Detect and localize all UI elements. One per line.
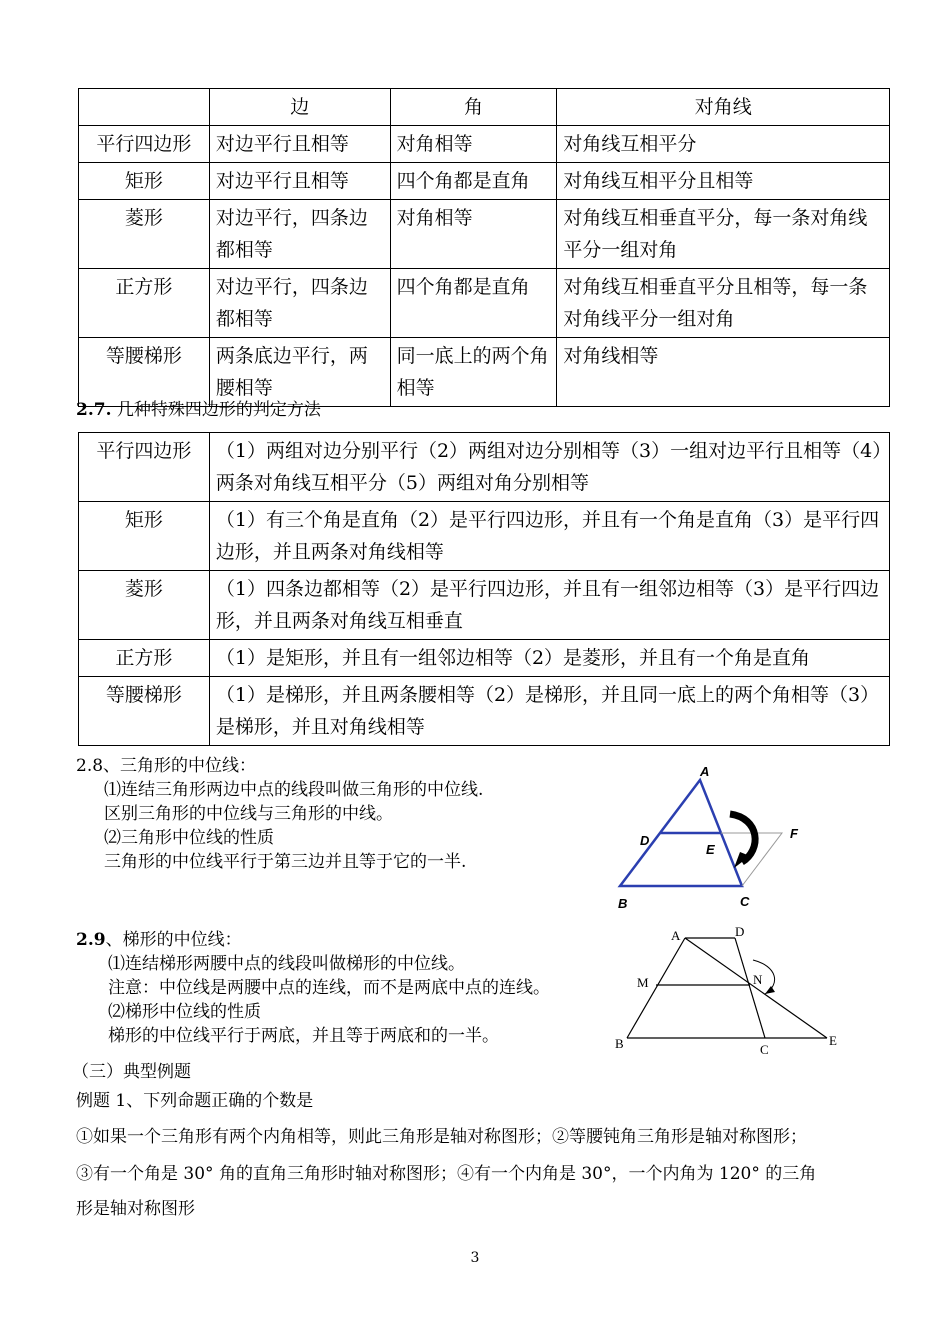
section-title: 几种特殊四边形的判定方法 <box>116 400 321 420</box>
section-2-9-heading <box>76 928 242 952</box>
table-cell: 同一底上的两个角相等 <box>390 338 557 407</box>
row-label: 正方形 <box>79 269 210 338</box>
example-1-title: 例题 1、下列命题正确的个数是 <box>76 1091 314 1111</box>
label-F: F <box>790 826 798 841</box>
row-label: 平行四边形 <box>79 126 210 163</box>
criteria-table <box>78 432 890 746</box>
row-label: 等腰梯形 <box>79 338 210 407</box>
table-cell: 对边平行，四条边都相等 <box>209 269 390 338</box>
table-cell: 对角线互相平分 <box>557 126 890 163</box>
table-cell: 四个角都是直角 <box>390 269 557 338</box>
table-cell: 对角线相等 <box>557 338 890 407</box>
label-C: C <box>740 894 750 909</box>
label-A: A <box>671 928 681 943</box>
table-cell: （1）是矩形，并且有一组邻边相等（2）是菱形，并且有一个角是直角 <box>209 640 889 677</box>
table-header-row <box>79 89 890 126</box>
section-2-8-title: 2.8、三角形的中位线： <box>76 756 257 776</box>
label-E: E <box>706 842 715 857</box>
row-label: 等腰梯形 <box>79 677 210 746</box>
example-1-line: 形是轴对称图形 <box>76 1199 195 1219</box>
text-line: 梯形的中位线平行于两底，并且等于两底和的一半。 <box>108 1026 499 1046</box>
table-cell: （1）四条边都相等（2）是平行四边形，并且有一组邻边相等（3）是平行四边形，并且两条对角线互相垂直 <box>209 571 889 640</box>
table-cell: （1）是梯形，并且两条腰相等（2）是梯形，并且同一底上的两个角相等（3）是梯形，并且对角线相等 <box>209 677 889 746</box>
header-cell: 边 <box>209 89 390 126</box>
label-M: M <box>637 975 649 990</box>
text-line: ⑵梯形中位线的性质 <box>108 1002 261 1022</box>
section-title: 、梯形的中位线： <box>105 930 242 950</box>
row-label: 菱形 <box>79 571 210 640</box>
section-2-7-heading <box>76 398 321 422</box>
table-cell: 对边平行且相等 <box>209 126 390 163</box>
row-label: 菱形 <box>79 200 210 269</box>
table-row <box>79 433 890 502</box>
table-cell: 对边平行且相等 <box>209 163 390 200</box>
table-cell: （1）有三个角是直角（2）是平行四边形，并且有一个角是直角（3）是平行四边形，并且两条对角线相等 <box>209 502 889 571</box>
trapezoid-midline-figure <box>605 920 845 1060</box>
table-cell: 对角相等 <box>390 126 557 163</box>
properties-table <box>78 88 890 407</box>
text-line: ⑴连结三角形两边中点的线段叫做三角形的中位线. <box>104 780 484 800</box>
text-line: 区别三角形的中位线与三角形的中线。 <box>104 804 393 824</box>
header-cell: 角 <box>390 89 557 126</box>
table-cell: 对边平行，四条边都相等 <box>209 200 390 269</box>
page-number: 3 <box>470 1250 480 1266</box>
example-1-line: ①如果一个三角形有两个内角相等，则此三角形是轴对称图形；②等腰钝角三角形是轴对称图形； <box>76 1127 807 1147</box>
section-number: 2.7. <box>76 400 112 420</box>
label-B: B <box>615 1036 624 1051</box>
header-cell: 对角线 <box>557 89 890 126</box>
text-line: 注意：中位线是两腰中点的连线，而不是两底中点的连线。 <box>108 978 550 998</box>
table-cell: 对角相等 <box>390 200 557 269</box>
header-cell <box>79 89 210 126</box>
label-D: D <box>735 924 745 939</box>
example-1-line: ③有一个角是 30° 角的直角三角形时轴对称图形；④有一个内角是 30°，一个内角为 120° 的三角 <box>76 1164 817 1184</box>
label-B: B <box>618 896 628 911</box>
table-cell: 对角线互相垂直平分，每一条对角线平分一组对角 <box>557 200 890 269</box>
table-row <box>79 338 890 407</box>
table-cell: 对角线互相垂直平分且相等，每一条对角线平分一组对角 <box>557 269 890 338</box>
table-row <box>79 571 890 640</box>
table-cell: 对角线互相平分且相等 <box>557 163 890 200</box>
table-row <box>79 163 890 200</box>
text-line: 三角形的中位线平行于第三边并且等于它的一半. <box>104 852 467 872</box>
table-row <box>79 200 890 269</box>
section-3-title: （三）典型例题 <box>72 1062 191 1082</box>
row-label: 矩形 <box>79 502 210 571</box>
table-row <box>79 502 890 571</box>
section-2-9-body <box>108 952 550 1048</box>
triangle-midline-figure <box>600 762 800 912</box>
text-line: ⑴连结梯形两腰中点的线段叫做梯形的中位线。 <box>108 954 465 974</box>
row-label: 正方形 <box>79 640 210 677</box>
row-label: 矩形 <box>79 163 210 200</box>
table-row <box>79 677 890 746</box>
table-cell: （1）两组对边分别平行（2）两组对边分别相等（3）一组对边平行且相等（4）两条对角线互相平分（5）两组对角分别相等 <box>209 433 889 502</box>
label-C: C <box>760 1042 769 1057</box>
section-number: 2.9 <box>76 930 106 950</box>
table-row <box>79 269 890 338</box>
label-E: E <box>829 1033 837 1048</box>
table-row <box>79 126 890 163</box>
table-row <box>79 640 890 677</box>
row-label: 平行四边形 <box>79 433 210 502</box>
text-line: ⑵三角形中位线的性质 <box>104 828 274 848</box>
label-N: N <box>753 972 763 987</box>
table-cell: 两条底边平行，两腰相等 <box>209 338 390 407</box>
table-cell: 四个角都是直角 <box>390 163 557 200</box>
section-2-8-body <box>104 778 483 874</box>
label-D: D <box>640 833 650 848</box>
label-A: A <box>700 764 710 779</box>
